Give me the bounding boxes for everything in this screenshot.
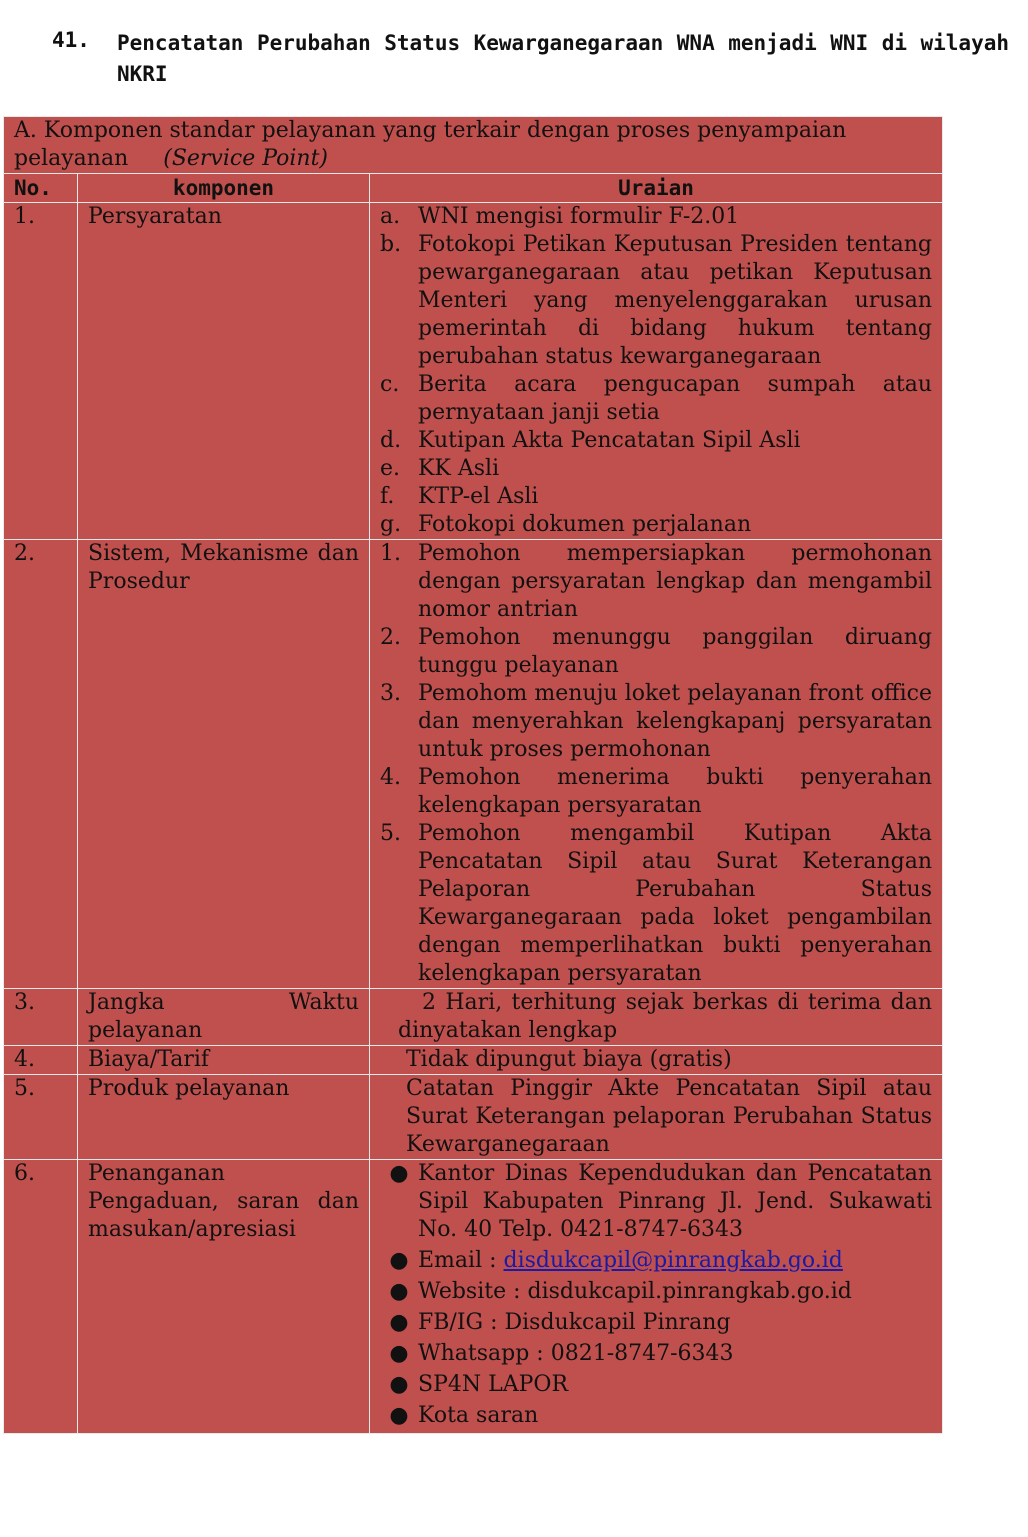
row-number: 4. xyxy=(4,1046,78,1075)
list-item xyxy=(380,540,932,624)
list-marker: c. xyxy=(380,372,400,397)
bullet-icon: ● xyxy=(389,1248,409,1273)
list-marker: 5. xyxy=(380,821,401,846)
list-text: SP4N LAPOR xyxy=(418,1372,569,1397)
list-marker: 1. xyxy=(380,541,401,566)
list-marker: 2. xyxy=(380,625,401,650)
list-item xyxy=(380,203,932,231)
table-row xyxy=(4,989,943,1046)
row-number: 2. xyxy=(4,540,78,989)
list-item xyxy=(380,1247,932,1275)
list-item xyxy=(380,1340,932,1368)
list-item xyxy=(380,483,932,511)
heading-title: Pencatatan Perubahan Status Kewarganegaraan WNA menjadi WNI di wilayah NKRI xyxy=(117,31,1009,86)
list-text: WNI mengisi formulir F-2.01 xyxy=(418,204,740,229)
list-text: KK Asli xyxy=(418,456,500,481)
list-text: Fotokopi Petikan Keputusan Presiden tentang pewarganegaraan atau petikan Keputusan Menteri yang menyelenggarakan urusan pemerintah di bidang hukum tentang perubahan status kewarganegaraan xyxy=(418,232,932,369)
row-description xyxy=(370,1160,943,1434)
list-text: Berita acara pengucapan sumpah atau pernyataan janji setia xyxy=(418,372,932,425)
list-text: Pemohon mengambil Kutipan Akta Pencatatan Sipil atau Surat Keterangan Pelaporan Perubahan Status Kewarganegaraan pada loket pengambilan dengan memperlihatkan bukti penyerahan kelengkapan persyaratan xyxy=(418,821,932,986)
bullet-icon: ● xyxy=(389,1310,409,1335)
row-description: 2 Hari, terhitung sejak berkas di terima dan dinyatakan lengkap xyxy=(370,989,943,1046)
service-standard-table xyxy=(3,116,943,1434)
list-item xyxy=(380,455,932,483)
row-component: Jangka Waktu pelayanan xyxy=(78,989,370,1046)
list-marker: d. xyxy=(380,428,402,453)
section-a-text: A. Komponen standar pelayanan yang terkair dengan proses penyampaian pelayanan xyxy=(14,118,847,171)
list-text: Kantor Dinas Kependudukan dan Pencatatan Sipil Kabupaten Pinrang Jl. Jend. Sukawati No. 40 Telp. 0421-8747-6343 xyxy=(418,1161,932,1242)
list-item xyxy=(380,680,932,764)
column-header-no: No. xyxy=(4,174,78,203)
list-item xyxy=(380,1402,932,1430)
table-header-row xyxy=(4,174,943,203)
list-marker: 4. xyxy=(380,765,401,790)
row-component: Biaya/Tarif xyxy=(78,1046,370,1075)
row-component: Sistem, Mekanisme dan Prosedur xyxy=(78,540,370,989)
bullet-icon: ● xyxy=(389,1279,409,1304)
email-link[interactable]: disdukcapil@pinrangkab.go.id xyxy=(503,1248,843,1273)
list-marker: f. xyxy=(380,484,395,509)
list-text: Pemohon menunggu panggilan diruang tunggu pelayanan xyxy=(418,625,932,678)
list-text: Pemohon menerima bukti penyerahan kelengkapan persyaratan xyxy=(418,765,932,818)
list-item xyxy=(380,820,932,988)
list-item xyxy=(380,1160,932,1244)
list-marker: 3. xyxy=(380,681,401,706)
bullet-icon: ● xyxy=(389,1403,409,1428)
row-number: 5. xyxy=(4,1075,78,1160)
row-description xyxy=(370,540,943,989)
procedure-list xyxy=(380,540,932,988)
table-row xyxy=(4,1160,943,1434)
list-text xyxy=(418,1247,932,1275)
list-text: Whatsapp : 0821-8747-6343 xyxy=(418,1341,734,1366)
bullet-icon: ● xyxy=(389,1161,409,1186)
row-component: Produk pelayanan xyxy=(78,1075,370,1160)
list-item xyxy=(380,371,932,427)
list-text: Pemohom menuju loket pelayanan front office dan menyerahkan kelengkapanj persyaratan untuk proses permohonan xyxy=(418,681,932,762)
heading-number: 41. xyxy=(52,28,90,52)
list-text: Kutipan Akta Pencatatan Sipil Asli xyxy=(418,428,801,453)
list-marker: b. xyxy=(380,232,402,257)
row-number: 6. xyxy=(4,1160,78,1434)
list-text: Pemohon mempersiapkan permohonan dengan persyaratan lengkap dan mengambil nomor antrian xyxy=(418,541,932,622)
list-item xyxy=(380,1371,932,1399)
list-item xyxy=(380,231,932,371)
list-item xyxy=(380,1278,932,1306)
list-text: Website : disdukcapil.pinrangkab.go.id xyxy=(418,1279,852,1304)
requirements-list xyxy=(380,203,932,539)
list-marker: a. xyxy=(380,204,401,229)
row-component: Penanganan Pengaduan, saran dan masukan/apresiasi xyxy=(78,1160,370,1434)
list-item xyxy=(380,511,932,539)
list-marker: g. xyxy=(380,512,402,537)
list-item xyxy=(380,764,932,820)
list-item xyxy=(380,427,932,455)
complaint-channels-list xyxy=(380,1160,932,1430)
section-a-italic: (Service Point) xyxy=(163,146,329,171)
row-description xyxy=(370,203,943,540)
row-component: Persyaratan xyxy=(78,203,370,540)
list-marker: e. xyxy=(380,456,401,481)
list-text: KTP-el Asli xyxy=(418,484,539,509)
column-header-description: Uraian xyxy=(370,174,943,203)
list-item xyxy=(380,624,932,680)
table-row xyxy=(4,1075,943,1160)
list-item xyxy=(380,1309,932,1337)
email-label: Email : xyxy=(418,1248,504,1273)
list-text: Fotokopi dokumen perjalanan xyxy=(418,512,752,537)
table-row xyxy=(4,203,943,540)
row-number: 1. xyxy=(4,203,78,540)
bullet-icon: ● xyxy=(389,1341,409,1366)
row-description: Tidak dipungut biaya (gratis) xyxy=(370,1046,943,1075)
row-description: Catatan Pinggir Akte Pencatatan Sipil atau Surat Keterangan pelaporan Perubahan Status Kewarganegaraan xyxy=(370,1075,943,1160)
bullet-icon: ● xyxy=(389,1372,409,1397)
list-text: FB/IG : Disdukcapil Pinrang xyxy=(418,1310,731,1335)
section-a-title xyxy=(4,117,943,174)
table-row xyxy=(4,1046,943,1075)
row-number: 3. xyxy=(4,989,78,1046)
table-row xyxy=(4,540,943,989)
list-text: Kota saran xyxy=(418,1403,539,1428)
column-header-component: komponen xyxy=(78,174,370,203)
